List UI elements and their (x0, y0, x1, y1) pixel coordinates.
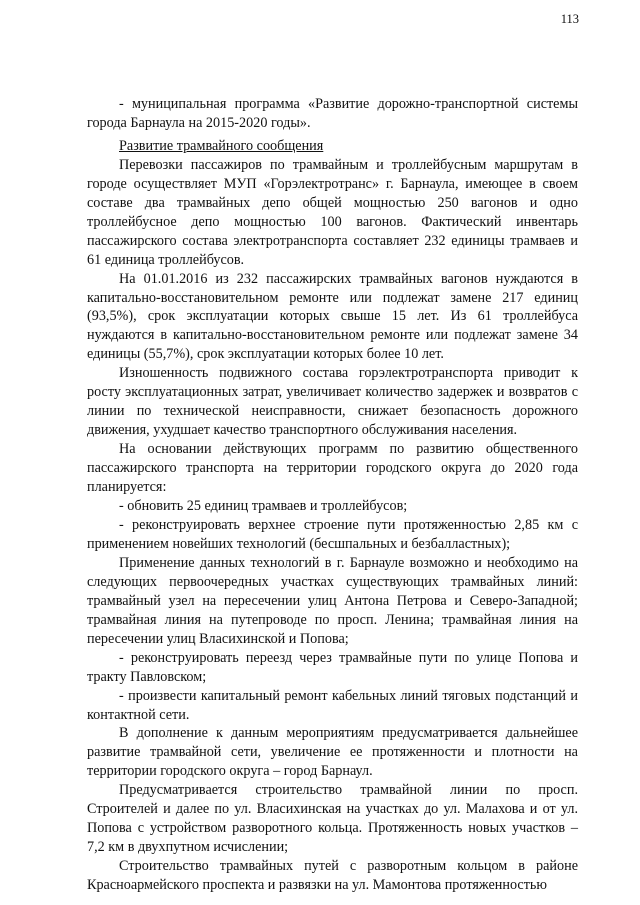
document-body (87, 95, 578, 895)
list-item: - реконструировать верхнее строение пути протяженностью 2,85 км с применением новейших технологий (бесшпальных и безбалластных); (87, 516, 578, 552)
paragraph: Изношенность подвижного состава горэлектротранспорта приводит к росту эксплуатационных затрат, увеличивает количество задержек и возвратов с линии по технической неисправности, снижает безопасность дорожного движения, ухудшает качество транспортного обслуживания населения. (87, 365, 578, 439)
paragraph: Строительство трамвайных путей с разворотным кольцом в районе Красноармейского проспекта и развязки на ул. Мамонтова протяженностью (87, 858, 578, 894)
paragraph: Предусматривается строительство трамвайной линии по просп. Строителей и далее по ул. Власихинская на участках до ул. Малахова и от ул. Попова с устройством разворотного кольца. Протяженность новых участков – 7,2 км в двухпутном исчислении; (87, 782, 578, 856)
paragraph: На основании действующих программ по развитию общественного пассажирского транспорта на территории городского округа до 2020 года планируется: (87, 441, 578, 496)
list-item: - произвести капитальный ремонт кабельных линий тяговых подстанций и контактной сети. (87, 687, 578, 723)
section-heading: Развитие трамвайного сообщения (119, 137, 324, 154)
paragraph: Применение данных технологий в г. Барнауле возможно и необходимо на следующих первоочередных участках существующих трамвайных линий: трамвайный узел на пересечении улиц Антона Петрова и Северо-Западной; трамвайная линия на путепроводе по просп. Ленина; трамвайная линия на пересечении улиц Власихинской и Попова; (87, 554, 578, 647)
paragraph: В дополнение к данным мероприятиям предусматривается дальнейшее развитие трамвайной сети, увеличение ее протяженности и плотности на территории городского округа – город Барнаул. (87, 725, 578, 780)
page-number: 113 (560, 12, 579, 26)
paragraph: Перевозки пассажиров по трамвайным и троллейбусным маршрутам в городе осуществляет МУП «Горэлектротранс» г. Барнаула, имеющее в своем составе два трамвайных депо общей мощностью 250 вагонов и одно троллейбусное депо мощностью 100 вагонов. Фактический инвентарь пассажирского состава электротранспорта составляет 232 единицы трамваев и 61 единица троллейбусов. (87, 156, 578, 268)
paragraph: На 01.01.2016 из 232 пассажирских трамвайных вагонов нуждаются в капитально-восстановительном ремонте или подлежат замене 217 единиц (93,5%), срок эксплуатации которых свыше 15 лет. Из 61 троллейбуса нуждаются в капитально-восстановительном ремонте или подлежат замене 34 единицы (55,7%), срок эксплуатации которых более 10 лет. (87, 270, 578, 363)
paragraph-program-item: - муниципальная программа «Развитие дорожно-транспортной системы города Барнаула на 2015-2020 годы». (87, 96, 578, 131)
list-item: - реконструировать переезд через трамвайные пути по улице Попова и тракту Павловском; (87, 649, 578, 685)
list-item: - обновить 25 единиц трамваев и троллейбусов; (119, 498, 408, 515)
